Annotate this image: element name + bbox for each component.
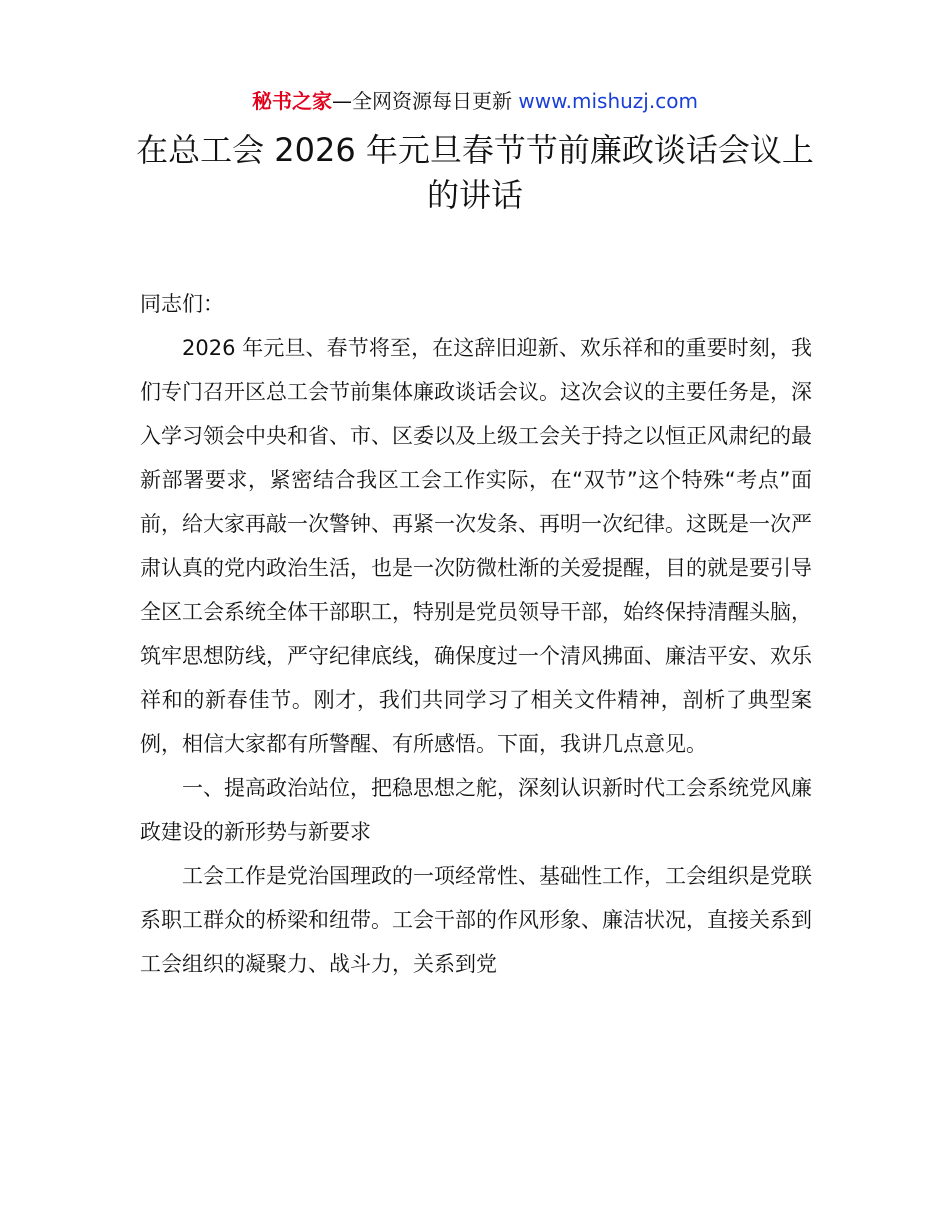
section-heading-1: 一、提高政治站位，把稳思想之舵，深刻认识新时代工会系统党风廉政建设的新形势与新要求 (140, 776, 812, 844)
salutation: 同志们： (140, 292, 224, 316)
paragraph-intro: 2026 年元旦、春节将至，在这辞旧迎新、欢乐祥和的重要时刻，我们专门召开区总工会节前集体廉政谈话会议。这次会议的主要任务是，深入学习领会中央和省、市、区委以及上级工会关于持之以恒正风肃纪的最新部署要求，紧密结合我区工会工作实际，在“双节”这个特殊“考点”面前，给大家再敲一次警钟、再紧一次发条、再明一次纪律。这既是一次严肃认真的党内政治生活，也是一次防微杜渐的关爱提醒，目的就是要引导全区工会系统全体干部职工，特别是党员领导干部，始终保持清醒头脑，筑牢思想防线，严守纪律底线，确保度过一个清风拂面、廉洁平安、欢乐祥和的新春佳节。刚才，我们共同学习了相关文件精神，剖析了典型案例，相信大家都有所警醒、有所感悟。下面，我讲几点意见。 (140, 336, 812, 756)
site-url-link[interactable]: www.mishuzj.com (518, 89, 698, 113)
site-brand: 秘书之家 (252, 89, 333, 113)
site-header (0, 86, 950, 116)
paragraph-section-1: 工会工作是党治国理政的一项经常性、基础性工作，工会组织是党联系职工群众的桥梁和纽带。工会干部的作风形象、廉洁状况，直接关系到工会组织的凝聚力、战斗力，关系到党 (140, 864, 812, 976)
document-title: 在总工会 2026 年元旦春节节前廉政谈话会议上的讲话 (136, 131, 814, 214)
document-body (140, 282, 812, 986)
site-tagline: —全网资源每日更新 (332, 89, 519, 113)
